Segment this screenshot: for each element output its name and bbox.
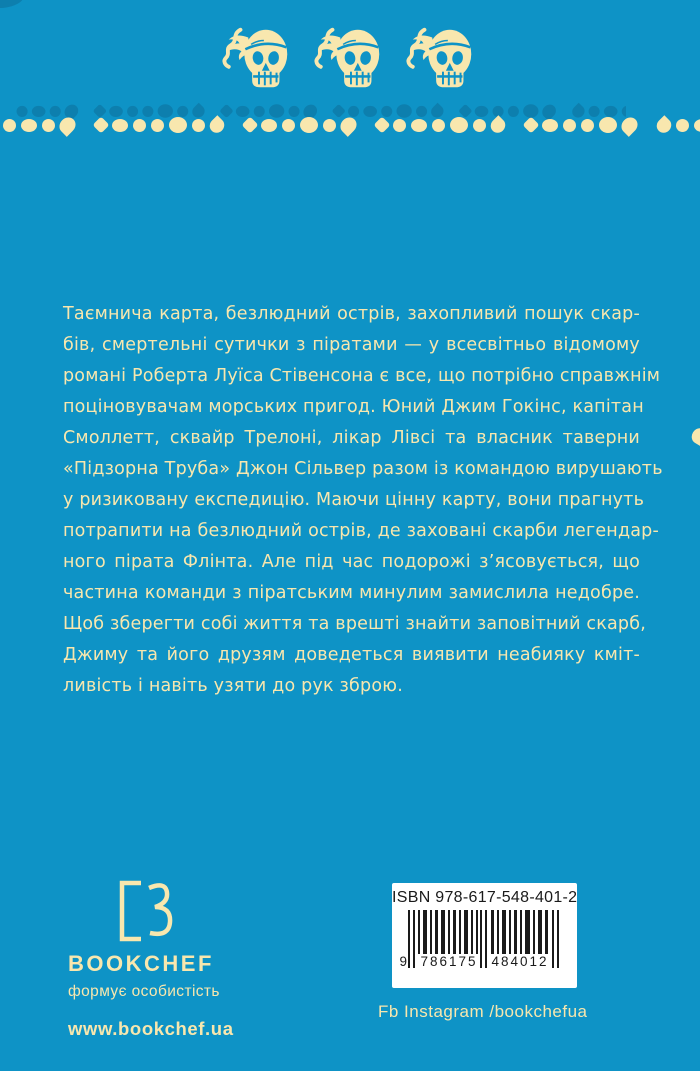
- corner-leaf-ornament: [0, 0, 24, 10]
- ornament-shape: [487, 115, 508, 136]
- ornament-shape: [42, 119, 55, 132]
- publisher-block: [68, 880, 238, 1040]
- barcode: [400, 910, 570, 982]
- pirate-skull-icon: [311, 24, 389, 94]
- ornament-shape: [393, 119, 406, 132]
- ornament-shape: [112, 119, 128, 132]
- ornament-shape: [563, 119, 576, 132]
- annotation-line: «Підзорна Труба» Джон Сільвер разом із командою вирушають: [63, 459, 663, 479]
- ornament-shape: [21, 119, 37, 132]
- annotation-text: [63, 299, 663, 702]
- ornament-shape: [473, 119, 486, 132]
- ornament-shape: [3, 119, 16, 132]
- ornament-shape: [411, 119, 427, 132]
- ornament-shape: [151, 119, 164, 132]
- isbn-label: ISBN 978-617-548-401-2: [392, 889, 578, 906]
- pirate-skull-icon: [219, 24, 297, 94]
- ornament-shape: [361, 124, 371, 126]
- publisher-logo-icon: [117, 880, 189, 942]
- ornament-shape: [282, 119, 295, 132]
- annotation-line: Таємнича карта, безлюдний острів, захопливий пошук скар-: [63, 304, 640, 324]
- ornament-shape: [373, 117, 390, 134]
- ornament-shape: [92, 117, 109, 134]
- ornament-shape: [229, 124, 239, 126]
- annotation-line: Смоллетт, сквайр Трелоні, лікар Лівсі та власник таверни: [63, 428, 640, 448]
- skulls-row: [0, 24, 700, 94]
- ornament-shape: [581, 119, 594, 132]
- ornament-shape: [510, 124, 520, 126]
- ornament-shape: [653, 115, 674, 136]
- ornament-shape: [676, 119, 689, 132]
- ornament-shape: [192, 119, 205, 132]
- annotation-line: Щоб зберегти собі життя та врешті знайти заповітний скарб,: [63, 614, 646, 634]
- ornament-shape: [300, 117, 318, 133]
- social-media-text: Fb Instagram /bookchefua: [378, 1002, 588, 1021]
- annotation-line: частина команди з піратським минулим замислила недобре.: [63, 583, 640, 603]
- annotation-line: ного пірата Флінта. Але під час подорожі з’ясовується, що: [63, 552, 640, 572]
- ornament-shape: [323, 119, 336, 132]
- annotation-line: у ризиковану експедицію. Маючи цінну карту, вони прагнуть: [63, 490, 645, 510]
- annotation-line: поціновувачам морських пригод. Юний Джим Гокінс, капітан: [63, 397, 644, 417]
- ornament-shape: [618, 114, 641, 137]
- ornament-shape: [133, 119, 146, 132]
- ornament-shape: [642, 124, 652, 126]
- ornament-shape: [522, 117, 539, 134]
- barcode-digit-group: 484012: [491, 954, 549, 969]
- annotation-line: потрапити на безлюдний острів, де заховані скарби легендар-: [63, 521, 659, 541]
- barcode-digits: [400, 954, 570, 972]
- barcode-digit-group: 786175: [420, 954, 478, 969]
- pirate-skull-icon: [403, 24, 481, 94]
- ornament-shape: [56, 114, 79, 137]
- ornament-shape: [261, 119, 277, 132]
- isbn-box: [392, 883, 577, 988]
- annotation-line: Джиму та його друзям доведеться виявити неабияку кміт-: [63, 645, 640, 665]
- ornament-shape: [542, 119, 558, 132]
- ornament-divider: [0, 110, 700, 140]
- ornament-shape: [432, 119, 445, 132]
- ornament-shape: [206, 115, 227, 136]
- ornament-shape: [450, 117, 468, 133]
- edge-drop-ornament: [689, 426, 700, 447]
- annotation-line: ливість і навіть узяти до рук зброю.: [63, 676, 403, 696]
- publisher-slogan: формує особистість: [68, 983, 220, 1000]
- ornament-shape: [169, 117, 187, 133]
- ornament-shape: [241, 117, 258, 134]
- ornament-shape: [337, 114, 360, 137]
- annotation-line: бів, смертельні сутички з піратами — у всесвітньо відомому: [63, 335, 640, 355]
- ornament-shape: [694, 119, 700, 132]
- publisher-website: www.bookchef.ua: [68, 1018, 234, 1039]
- ornament-shape: [80, 124, 90, 126]
- ornament-shape: [599, 117, 617, 133]
- annotation-line: романі Роберта Луїса Стівенсона є все, що потрібно справжнім: [63, 366, 661, 386]
- publisher-name: BOOKCHEF: [68, 951, 214, 976]
- barcode-digit-first: 9: [399, 954, 410, 969]
